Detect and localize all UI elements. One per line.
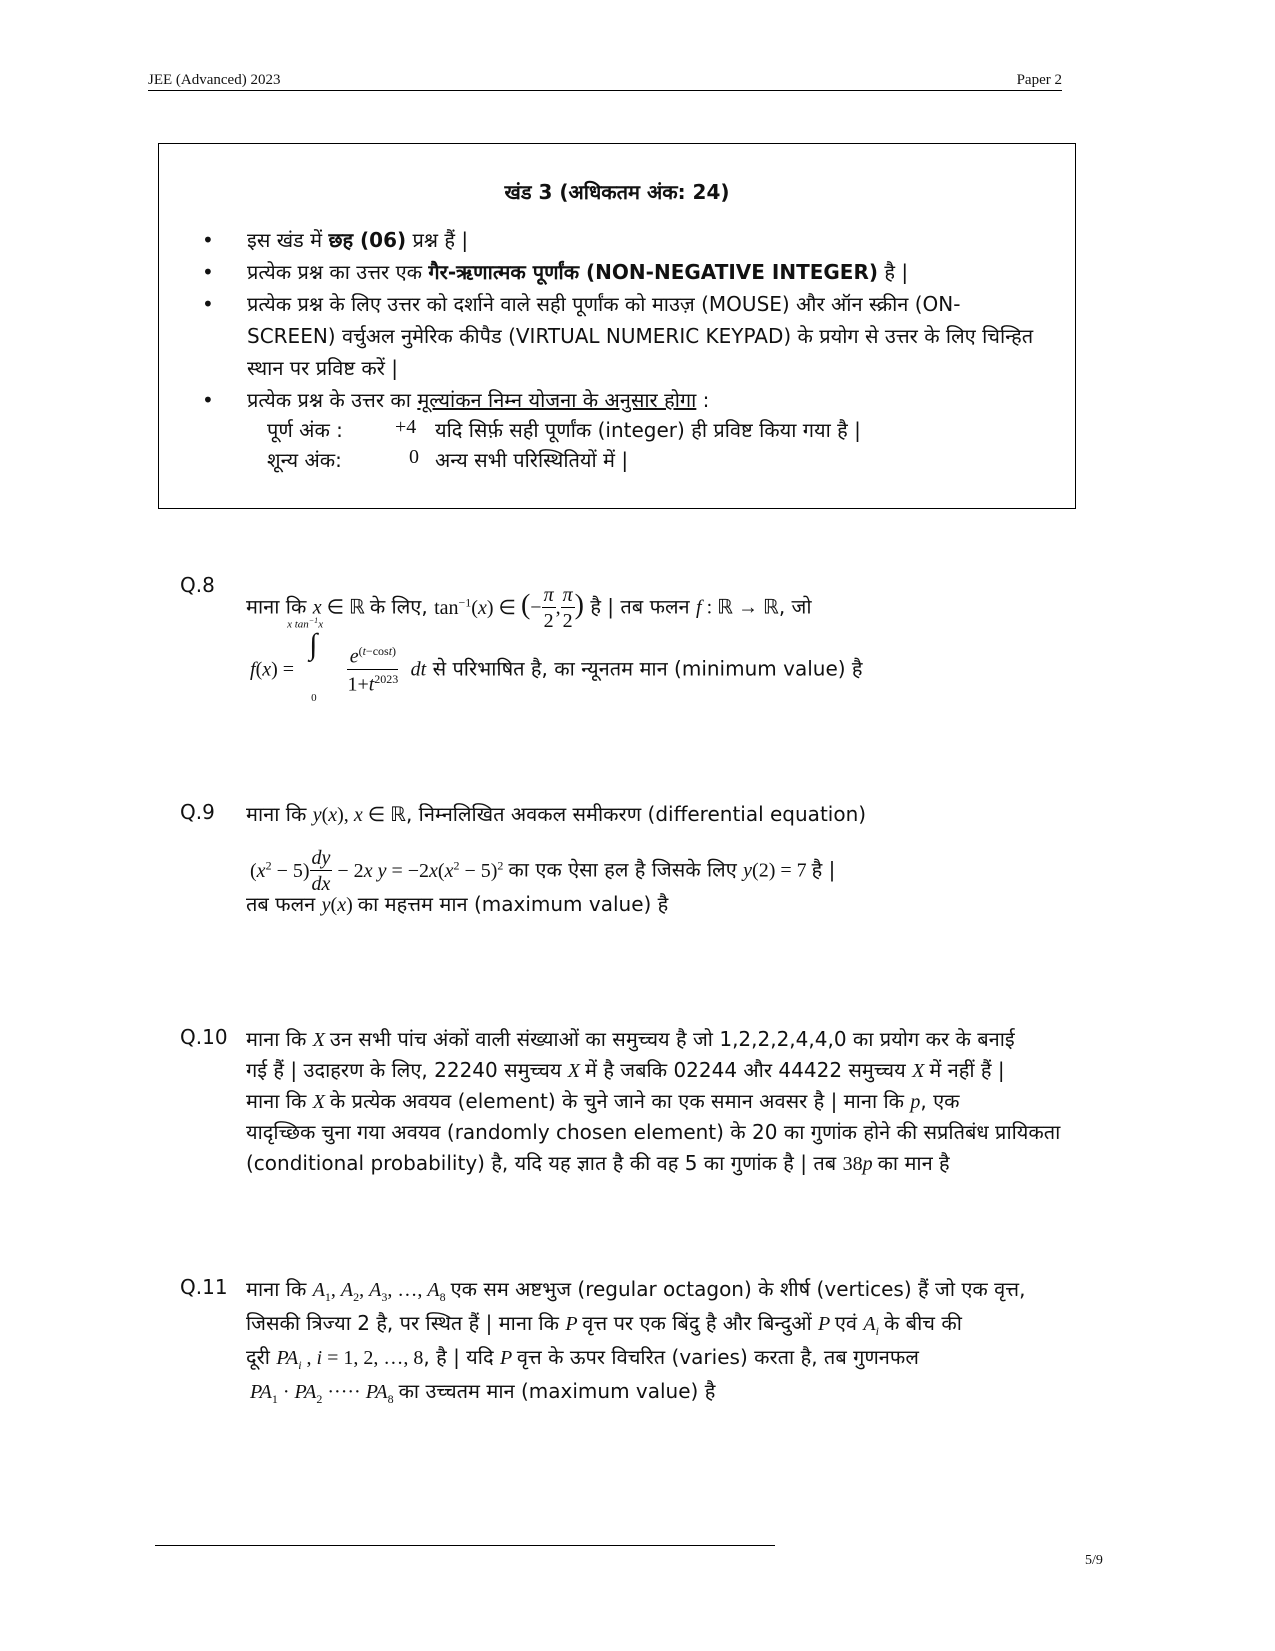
question-10-line-2: गई हैं | उदाहरण के लिए, 22240 समुच्चय X में है जबकि 02244 और 44422 समुच्चय X में नहीं हैं | [246, 1058, 1005, 1082]
question-10-line-1: माना कि X उन सभी पांच अंकों वाली संख्याओं का समुच्चय है जो 1,2,2,2,4,4,0 का प्रयोग कर के बनाई [246, 1027, 1015, 1051]
question-9-line-3: तब फलन y(x) का महत्तम मान (maximum value) है [246, 892, 669, 916]
bullet-icon: • [202, 228, 214, 252]
bullet-icon: • [202, 388, 214, 412]
bullet-icon: • [202, 260, 214, 284]
instruction-bullet-3: • प्रत्येक प्रश्न के लिए उत्तर को दर्शाने वाले सही पूर्णांक को माउज़ (MOUSE) और ऑन स्क्रीन (ON- SCREEN) वर्चुअल नुमेरिक कीपैड (VIRTUAL NUMERIC KEYPAD) के प्रयोग से उत्तर के लिए चिन्हित स्थान पर प्रविष्ट करें | [247, 288, 1067, 384]
question-11-line-1: माना कि $A_1$, $A_2$, $A_3$, …, $A_8$ एक सम अष्टभुज (regular octagon) के शीर्ष (vertices) हैं जो एक वृत्त, [246, 1277, 1026, 1304]
question-11-line-2: जिसकी त्रिज्या 2 है, पर स्थित हैं | माना कि P वृत्त पर एक बिंदु है और बिन्दुओं P एवं $A_i$ के बीच की [246, 1311, 962, 1338]
instruction-bullet-4: • प्रत्येक प्रश्न के उत्तर का मूल्यांकन निम्न योजना के अनुसार होगा : [247, 384, 1067, 416]
question-8-line-1: माना कि x ∈ ℝ के लिए, $\tan^{-1}(x)$ ∈ (− $\frac{\pi}{2}$ , $\frac{\pi}{2}$ ) है | तब फलन f : ℝ → ℝ, जो [246, 584, 812, 632]
page-number: 5/9 [1085, 1553, 1103, 1568]
instruction-bullet-2: • प्रत्येक प्रश्न का उत्तर एक गैर-ऋणात्मक पूर्णांक (NON-NEGATIVE INTEGER) है | [247, 256, 1067, 288]
header-rule [148, 90, 1062, 91]
question-9-line-2: $(x^2 - 5)$ $\frac{dy}{dx}$ − 2x $y = -2x(x^2 - 5)^2$ का एक ऐसा हल है जिसके लिए y(2) = 7 है | [250, 847, 836, 895]
question-number-8: Q.8 [180, 573, 215, 597]
question-number-10: Q.10 [180, 1025, 228, 1049]
bullet-icon: • [202, 292, 214, 316]
header-paper-number: Paper 2 [1016, 72, 1062, 88]
section-title: खंड 3 (अधिकतम अंक: 24) [504, 180, 730, 204]
header-exam-title: JEE (Advanced) 2023 [148, 72, 281, 88]
instructions-box: खंड 3 (अधिकतम अंक: 24) • इस खंड में छह (06) प्रश्न हैं | • प्रत्येक प्रश्न का उत्तर एक गैर-ऋणात्मक पूर्णांक (NON-NEGATIVE INTEGER) है | • प्रत्येक प्रश्न के लिए उत्तर को दर्शाने वाले सही पूर्णांक को माउज़ (MOUSE) और ऑन स्क्रीन (ON- SCREEN) वर्चुअल नुमेरिक कीपैड (VIRTUAL NUMERIC KEYPAD) के प्रयोग से उत्तर के लिए चिन्हित स्थान पर प्रविष्ट करें | • प्रत्येक प्रश्न के उत्तर का मूल्यांकन निम्न योजना के अनुसार होगा : पूर्ण अंक : +4 यदि सिर्फ़ सही पूर्णांक (integer) ही प्रविष्ट किया गया है | शून्य अंक: 0 अन्य सभी परिस्थितियों में | [158, 143, 1076, 509]
question-9-line-1: माना कि y(x), x ∈ ℝ, निम्नलिखित अवकल समीकरण (differential equation) [246, 802, 867, 826]
question-11-line-4: $PA_1 \cdot PA_2$ ····· $PA_8$ का उच्चतम मान (maximum value) है [250, 1379, 716, 1406]
marking-full: पूर्ण अंक : [267, 418, 343, 442]
marking-zero: शून्य अंक: [267, 448, 342, 472]
question-10-line-3: माना कि X के प्रत्येक अवयव (element) के चुने जाने का एक समान अवसर है | माना कि p, एक [246, 1089, 960, 1113]
question-8-line-2: f(x) = ∫ x $\tan^{-1}x$ 0 $\frac{e^{(t-cost)}}{1+t^{2023}}$ dt से परिभाषित है, का न्यूनतम मान (minimum value) है [250, 616, 863, 704]
question-number-9: Q.9 [180, 800, 215, 824]
question-10-line-5: (conditional probability) है, यदि यह ज्ञात है की वह 5 का गुणांक है | तब 38p का मान है [246, 1151, 950, 1175]
question-number-11: Q.11 [180, 1275, 228, 1299]
question-10-line-4: यादृच्छिक चुना गया अवयव (randomly chosen element) के 20 का गुणांक होने की सप्रतिबंध प्रायिकता [246, 1120, 1061, 1144]
footer-rule [155, 1545, 775, 1546]
instruction-bullet-1: • इस खंड में छह (06) प्रश्न हैं | [247, 224, 1067, 256]
question-11-line-3: दूरी $PA_i$ , i = 1, 2, …, 8, है | यदि P वृत्त के ऊपर विचरित (varies) करता है, तब गुणनफल [246, 1345, 919, 1372]
